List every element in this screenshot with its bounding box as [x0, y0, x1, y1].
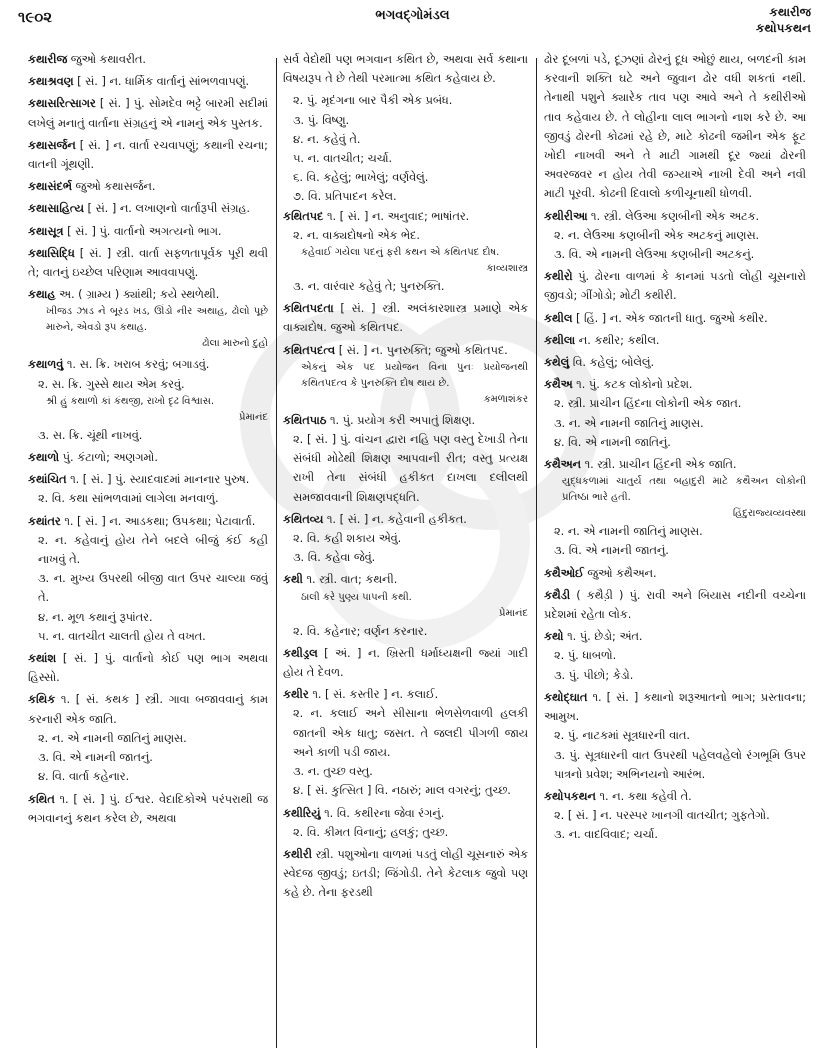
dictionary-entry: [544, 688, 806, 784]
definition: ૧. [ સં. ] કથાનો શરૂઆતનો ભાગ; પ્રસ્તાવના; આમુખ.: [544, 690, 806, 724]
sense-line: ૨. ન. વાક્યદોષનો એક ભેદ.: [293, 228, 420, 242]
entry-line: [28, 285, 268, 304]
headword: કથાળો: [28, 451, 60, 465]
entry-line: [544, 455, 806, 474]
dictionary-entry: [283, 510, 528, 568]
headword: કથાંશ: [28, 652, 57, 666]
definition: [ સં. ] સ્ત્રી. અલંકારશાસ્ત્ર પ્રમાણે એક વાક્યદોષ. જુઓ કથિતપદ.: [283, 302, 528, 335]
sense-line: ૩. પું. સૂત્રધારની વાત ઉપરથી પહેલવહેલો રંગભૂમિ ઉપર પાત્રનો પ્રવેશ; અભિનયનો આરંભ.: [554, 748, 806, 781]
entry-line: [544, 353, 806, 372]
definition: પું. કંટાળો; અણગમો.: [62, 451, 158, 465]
headword: કથીડ્રલ: [283, 646, 318, 660]
dictionary-entry: [544, 331, 806, 350]
dictionary-entry: [283, 341, 528, 408]
entry-line: [28, 177, 268, 196]
sense-line: ૨. સ. ક્રિ. ગુસ્સે થાય એમ કરવું.: [38, 377, 185, 391]
definition: ૧. [ સં. ] ન. કહેવાની હકીકત.: [326, 512, 467, 526]
entry-line: [283, 845, 528, 903]
entry-line: [28, 244, 268, 282]
definition: ૧. સ્ત્રી. પ્રાચીન હિંદની એક જાતિ.: [584, 458, 737, 472]
definition: [ સં. ] ન. ધાર્મિક વાર્તાનું સાંભળવાપણું.: [77, 75, 250, 89]
entry-line: [28, 470, 268, 489]
page-header: [0, 0, 825, 48]
dictionary-entry: [28, 649, 268, 687]
sense-line: ૩. ન. તુચ્છ વસ્તુ.: [293, 765, 373, 779]
definition: ૧. [ સં. કસ્તીર ] ન. કલાઈ.: [312, 688, 439, 702]
headword: કથિત: [28, 792, 55, 806]
headword: કથાશ્રવણ: [28, 75, 74, 89]
headword: કથિતપદત્વ: [283, 343, 336, 357]
dictionary-entry: [544, 787, 806, 845]
headword: કથારીજ: [28, 53, 68, 66]
definition: જુઓ કથાવરીત.: [70, 53, 147, 66]
sense-line: ૪. વિ. એ નામની જાતિનું.: [554, 435, 671, 449]
definition: જુઓ કથાસર્જન.: [75, 180, 156, 194]
entry-line: [544, 688, 806, 726]
sense-line: ૨. વિ. કહી શકાય એવું.: [293, 532, 402, 546]
entry-line: [283, 510, 528, 529]
definition: [ સં. ] ન. વાર્તા રચવાપણું; કથાની રચના; વાતની ગૂંથણી.: [28, 138, 268, 172]
entry-line: [544, 787, 806, 806]
entry-line: [28, 136, 268, 174]
headword: કથાસાહિત્ય: [28, 202, 84, 216]
dictionary-entry: [544, 207, 806, 265]
definition: [ અં. ] ન. ખ્રિસ્તી ધર્માધ્યક્ષની જ્યાં ગાદી હોય તે દેવળ.: [283, 646, 528, 680]
headword: કથોદ્ઘાત: [544, 690, 588, 704]
headword: કથાસર્જન: [28, 138, 76, 152]
entry-continuation: ઢોર દૂબળાં પડે, દૂઝણાં ઢોરનું દૂધ ઓછું થાય, બળદની કામ કરવાની શક્તિ ઘટે અને જુવાન ઢોર વધી શકતાં નથી. તેનાથી પશુને ક્યારેક તાવ પણ આવે અને તે કથીરીઓ તાવ કહેવાય છે. તે લોહીના લાલ ભાગનો નાશ કરે છે. આ જીવડું ઢોરની કોઢમાં રહે છે, માટે કોઢની જમીન એક ફૂટ ખોદી નાખવી અને તે માટી ગામથી દૂર જ્યાં ઢોરની અવરજવર ન હોય તેવી જગ્યાએ નાખી દેવી અને નવી માટી પૂરવી. કોઢની દિવાલો કળીચૂનાથી ધોળવી.: [544, 53, 806, 201]
headword: કથાંતર: [28, 514, 61, 528]
citation-quote: ખીજડ ઝાડ ને બૂરડ ખડ, ઊંડો નીર અથાહ, ઢોલો પૂછે મારુને, એવડો રૂપ કથાહ.: [46, 306, 268, 334]
entry-line: [283, 644, 528, 682]
dictionary-entry: [28, 448, 268, 467]
entry-line: [283, 299, 528, 337]
dictionary-entry: [28, 177, 268, 196]
sense-line: ૪. [ સં. કુત્સિત ] વિ. નઠારું; માલ વગરનું; તુચ્છ.: [293, 784, 511, 798]
sense-line: ૨. સ્ત્રી. પ્રાચીન હિંદના લોકોની એક જાત.: [554, 397, 742, 411]
headword: કથીલા: [544, 333, 576, 347]
headword: કથાસિદ્ધિ: [28, 246, 75, 260]
entry-line: [28, 94, 268, 132]
dictionary-entry: [283, 685, 528, 800]
citation-quote: શ્રી હું કથાળો કાં કંથજી, રાખો દૃઢ વિશ્વાસ.: [46, 395, 214, 407]
sense-line: ૪. ન. મૂળ કથાનું રૂપાંતર.: [38, 610, 153, 624]
entry-line: [283, 411, 528, 430]
sense-line: ૩. પું. વિષ્ણુ.: [293, 113, 350, 127]
entry-line: [28, 512, 268, 531]
citation-source: પ્રેમાનંદ: [498, 607, 528, 619]
headword: કથાસૂત્ર: [28, 224, 64, 238]
definition: ૧. [ સં. ] પું. ઈશ્વર. વેદાદિકોએ પરંપરાથી જ ભગવાનનું કથન કરેલ છે, અથવા: [28, 792, 268, 825]
sense-line: ૨. વિ. કથા સાંભળવામાં લાગેલા મનવાળું.: [38, 492, 219, 506]
definition: [ સં. ] સ્ત્રી. વાર્તા સફળતાપૂર્વક પૂરી થવી તે; વાતનું ઇચ્છેલ પરિણામ આવવાપણું.: [28, 246, 268, 280]
citation-source: ઢોલા મારુનો દુહો: [202, 338, 268, 350]
entry-line: [28, 790, 268, 828]
dictionary-entry: [28, 50, 268, 69]
definition: પું. ઢોરના વાળમાં કે કાનમાં પડતો લોહી ચૂસનારો જીવડો; ગીંગોડો; મોટી કથીરી.: [544, 270, 806, 303]
definition: સ્ત્રી. પશુઓના વાળમાં પડતું લોહી ચૂસનારું એક સ્વેદજ જીવડું; ઇતડી; જિંગોડી. તેને કેટલાક જુવો પણ કહે છે. તેના ફરડથી: [283, 847, 528, 900]
dictionary-entry: [283, 570, 528, 640]
headword: કથી: [283, 573, 303, 587]
headword: કથિક: [28, 693, 56, 707]
headword: કથાહ: [28, 288, 56, 302]
headword: કથિતપાઠ: [283, 413, 327, 427]
definition: ૧. પું. કટક લોકોનો પ્રદેશ.: [576, 378, 693, 392]
dictionary-entry: [28, 470, 268, 508]
sense-line: ૨. ન. કલાઈ અને સીસાના ભેળસેળવાળી હલકી જાતની એક ધાતુ; જસત. તે જલદી પીગળી જાય અને કાળી પડી જાય.: [293, 707, 528, 759]
sense-line: ૩. ન. મુખ્ય ઉપરથી બીજી વાત ઉપર ચાલ્યા જવું તે.: [38, 572, 268, 605]
headword: કથિતવ્ય: [283, 512, 324, 526]
definition: ૧. સ્ત્રી. વાત; કથની.: [306, 573, 398, 587]
dictionary-entry: [544, 455, 806, 561]
entry-line: [28, 690, 268, 728]
sense-line: ૨. વિ. કહેનાર; વર્ણન કરનાર.: [293, 624, 428, 638]
headword: કથાસંદર્ભ: [28, 180, 72, 194]
headword: કથૈઓઈ: [544, 566, 584, 580]
dictionary-entry: [28, 512, 268, 646]
headword: કથીર: [283, 688, 309, 702]
headword: કથાળવું: [28, 358, 64, 372]
headword: કથોપકથન: [544, 789, 596, 803]
definition: [ સં. ] ન. પુનરુક્તિ; જુઓ કથિતપદ.: [338, 343, 508, 357]
sense-line: ૨. ન. એ નામની જાતિનું માણસ.: [38, 731, 187, 745]
entry-continuation: સર્વ વેદોથી પણ ભગવાન કથિત છે, અથવા સર્વ કથાના વિષયરૂપ તે છે તેથી પરમાત્મા કથિત કહેવાય છે.: [283, 53, 528, 86]
definition: ૧. સ્ત્રી. લેઉઆ કણબીની એક અટક.: [590, 209, 760, 223]
entry-line: [544, 627, 806, 646]
dictionary-entry: [544, 267, 806, 305]
sense-line: ૨. [ સં. ] ન. પરસ્પર ખાનગી વાતચીત; ગુફતેગો.: [554, 809, 770, 823]
entry-line: [28, 355, 268, 374]
sense-line: ૭. વિ. પ્રતિપાદન કરેલ.: [293, 190, 397, 204]
definition: [ સં. ] ન. લખાણનો વાર્તારૂપી સંગ્રહ.: [87, 202, 250, 216]
sense-line: ૩. વિ. એ નામની લેઉઆ કણબીની અટકનું.: [554, 248, 755, 262]
entry-line: [283, 804, 528, 823]
headword: કથીરો: [544, 270, 573, 284]
dictionary-entry: [544, 627, 806, 685]
page-number: ૧૯૦૨: [18, 8, 53, 26]
headword: કથો: [544, 630, 564, 644]
sense-line: ૨. ન. લેઉઆ કણબીની એક અટકનું માણસ.: [554, 228, 760, 242]
entry-line: [283, 341, 528, 360]
citation-source: પ્રેમાનંદ: [238, 411, 268, 423]
sense-line: ૨. ન. કહેવાનું હોય તેને બદલે બીજું કંઈ કહી નાખવું તે.: [38, 533, 268, 567]
dictionary-entry: [283, 804, 528, 842]
dictionary-entry: [283, 299, 528, 337]
citation-quote: એકનું એક પદ પ્રયોજન વિના પુનઃ પ્રયોજનથી કથિતપદત્વ કે પુનરુક્તિ દોષ થાય છે.: [301, 361, 528, 389]
guide-words: [756, 4, 811, 36]
headword: કથીરીઆ: [544, 209, 588, 223]
citation-source: હિંદુરાજ્યવ્યવસ્થા: [732, 508, 806, 520]
definition: જુઓ કથૈઅન.: [587, 566, 657, 580]
column-1: [28, 50, 268, 1050]
headword: કથિતપદતા: [283, 302, 334, 316]
definition: [ સં. ] પું. સોમદેવ ભટ્ટે બારમી સદીમાં લખેલું મનાતું વાર્તાના સંગ્રહનું એ નામનું એક પુસ્તક.: [28, 97, 268, 130]
sense-line: ૩. સ. ક્રિ. ચૂંથી નાખવું.: [38, 428, 143, 442]
citation-quote: કહેવાઈ ગયેલા પદનું ફરી કથન એ કથિતપદ દોષ.: [301, 247, 500, 259]
dictionary-entry: [28, 199, 268, 218]
dictionary-entry: [28, 790, 268, 828]
guide-word-last: કથોપકથન: [755, 21, 811, 35]
headword: કથૈઅ: [544, 378, 573, 392]
sense-line: ૪. વિ. વાર્તા કહેનાર.: [38, 770, 130, 784]
headword: કથીલ: [544, 311, 573, 325]
dictionary-entry: [283, 644, 528, 682]
definition: ( કથૈડ઼ી ) પું. રાવી અને બિયાસ નદીની વચ્ચેના પ્રદેશમાં રહેતા લોક.: [544, 588, 806, 622]
dictionary-entry: [283, 411, 528, 507]
headword: કથાસરિત્સાગર: [28, 97, 96, 111]
dictionary-entry: [28, 285, 268, 352]
headword: કથીરી: [283, 847, 312, 861]
sense-line: ૪. ન. કહેવું તે.: [293, 132, 361, 146]
sense-line: ૬. વિ. કહેલું; ભાખેલું; વર્ણવેલું.: [293, 171, 429, 185]
definition: વિ. કહેલું; બોલેલું.: [572, 356, 655, 370]
definition: ૧. ન. કથા કહેવી તે.: [599, 789, 692, 803]
definition: ૧. વિ. કથીરના જેવા રંગનું.: [324, 806, 445, 820]
headword: કથાંચિત: [28, 473, 67, 487]
entry-line: [544, 375, 806, 394]
definition: ન. કથીર; કથીલ.: [578, 333, 660, 347]
dictionary-entry: [544, 586, 806, 624]
entry-line: [544, 267, 806, 305]
sense-line: ૨. પું. નાટકમાં સૂત્રધારની વાત.: [554, 729, 691, 743]
sense-line: ૩. વિ. કહેવા જેવું.: [293, 551, 376, 565]
entry-line: [544, 207, 806, 226]
running-title: ભગવદ્ગોમંડલ: [375, 8, 450, 23]
sense-line: ૩. ન. વાદવિવાદ; ચર્ચા.: [554, 828, 658, 842]
column-divider: [276, 58, 277, 1048]
entry-line: [28, 222, 268, 241]
sense-line: ૩. ન. એ નામની જાતિનું માણસ.: [554, 416, 704, 430]
sense-line: ૫. ન. વાતચીત; ચર્ચા.: [293, 152, 393, 166]
dictionary-entry: [544, 375, 806, 452]
dictionary-entry: [28, 355, 268, 445]
entry-line: [544, 331, 806, 350]
sense-line: ૨. પું. ધાબળો.: [554, 649, 617, 663]
sense-line: ૨. ન. એ નામની જાતિનું માણસ.: [554, 525, 703, 539]
guide-word-first: કથારીજ: [769, 5, 811, 19]
entry-line: [28, 72, 268, 91]
dictionary-entry: [28, 690, 268, 786]
definition: ૧. [ સં. ] ન. અનુવાદ; ભાષાંતર.: [326, 209, 470, 223]
headword: કથેલું: [544, 356, 570, 370]
entry-line: [544, 309, 806, 328]
entry-line: [544, 586, 806, 624]
sense-line: ૩. ન. વારંવાર કહેવું તે; પુનરુક્તિ.: [293, 280, 445, 294]
definition: [ સં. ] પું. વાર્તાનો કોઈ પણ ભાગ અથવા હિસ્સો.: [28, 652, 268, 685]
entry-line: [28, 649, 268, 687]
definition: ૧. [ સં. ] ન. આડકથા; ઉપકથા; પેટાવાર્તા.: [64, 514, 256, 528]
entry-line: [283, 207, 528, 226]
sense-line: ૩. વિ. એ નામની જાતનું.: [554, 544, 669, 558]
definition: ૧. પું. છેડો; અંત.: [567, 630, 643, 644]
dictionary-entry: [283, 207, 528, 297]
headword: કથિતપદ: [283, 209, 324, 223]
entry-line: [283, 685, 528, 704]
sense-line: ૩. વિ. એ નામની જાતનું.: [38, 751, 153, 765]
dictionary-entry: [544, 353, 806, 372]
definition: ૧. સ. ક્રિ. ખરાબ કરવું; બગાડવું.: [66, 358, 210, 372]
dictionary-entry: [28, 72, 268, 91]
entry-line: [28, 448, 268, 467]
citation-source: કમળાશંકર: [483, 393, 528, 405]
sense-line: ૫. ન. વાતચીત ચાલતી હોય તે વખત.: [38, 629, 206, 643]
citation-quote: ઠાલી કરે પુણ્ય પાપની કથી.: [301, 591, 412, 603]
entry-line: [28, 199, 268, 218]
entry-line: [283, 570, 528, 589]
column-3: [544, 50, 806, 1050]
sense-line: ૨. પું. મૃદંગના બાર પૈકી એક પ્રબંધ.: [293, 94, 453, 108]
citation-source: કાવ્યશાસ્ત્ર: [486, 263, 528, 275]
definition: ૧. [ સં. ] પું. સ્યાદવાદમાં માનનાર પુરુષ.: [70, 473, 250, 487]
definition: ૧. પું. પ્રયોગ કરી અપાતું શિક્ષણ.: [329, 413, 476, 427]
column-divider: [536, 58, 537, 1048]
citation-quote: યુદ્ધકળામાં ચાતુર્ય તથા બહાદુરી માટે કથૈઅન લોકોની પ્રતિષ્ઠા ભારે હતી.: [562, 476, 806, 504]
column-2: [283, 50, 528, 1050]
sense-line: ૨. વિ. કીમત વિનાનું; હલકું; તુચ્છ.: [293, 825, 449, 839]
headword: કથૈઅન: [544, 458, 581, 472]
dictionary-entry: [283, 845, 528, 903]
entry-line: [28, 50, 268, 69]
headword: કથીરિયું: [283, 806, 321, 820]
dictionary-entry: [28, 136, 268, 174]
sense-line: ૩. પું. પીછો; કેડો.: [554, 668, 634, 682]
definition: અ. ( ગ્રામ્ય ) ક્યાંથી; કયે સ્થળેથી.: [59, 288, 220, 302]
headword: કથૈડી: [544, 588, 571, 602]
sense-line: ૨. [ સં. ] પું. વાંચન દ્વારા નહિ પણ વસ્તુ દેખાડી તેના સંબંધી મોઢેથી શિક્ષણ આપવાની રીત; વસ્તુ પ્રત્યક્ષ રાખી તેના સંબંધી હકીકત દાખલા દલીલથી સમજાવવાની શિક્ષણપદ્ધતિ.: [293, 433, 528, 504]
dictionary-entry: [544, 564, 806, 583]
dictionary-entry: [544, 309, 806, 328]
dictionary-entry: [28, 244, 268, 282]
dictionary-entry: [28, 222, 268, 241]
definition: [ હિં. ] ન. એક જાતની ધાતુ. જુઓ કથીર.: [576, 311, 768, 325]
entry-line: [544, 564, 806, 583]
definition: ૧. [ સં. કથક ] સ્ત્રી. ગાવા બજાવવાનું કામ કરનારી એક જાતિ.: [28, 693, 268, 726]
dictionary-entry: [28, 94, 268, 132]
definition: [ સં. ] પું. વાર્તાનો અગત્યનો ભાગ.: [67, 224, 222, 238]
